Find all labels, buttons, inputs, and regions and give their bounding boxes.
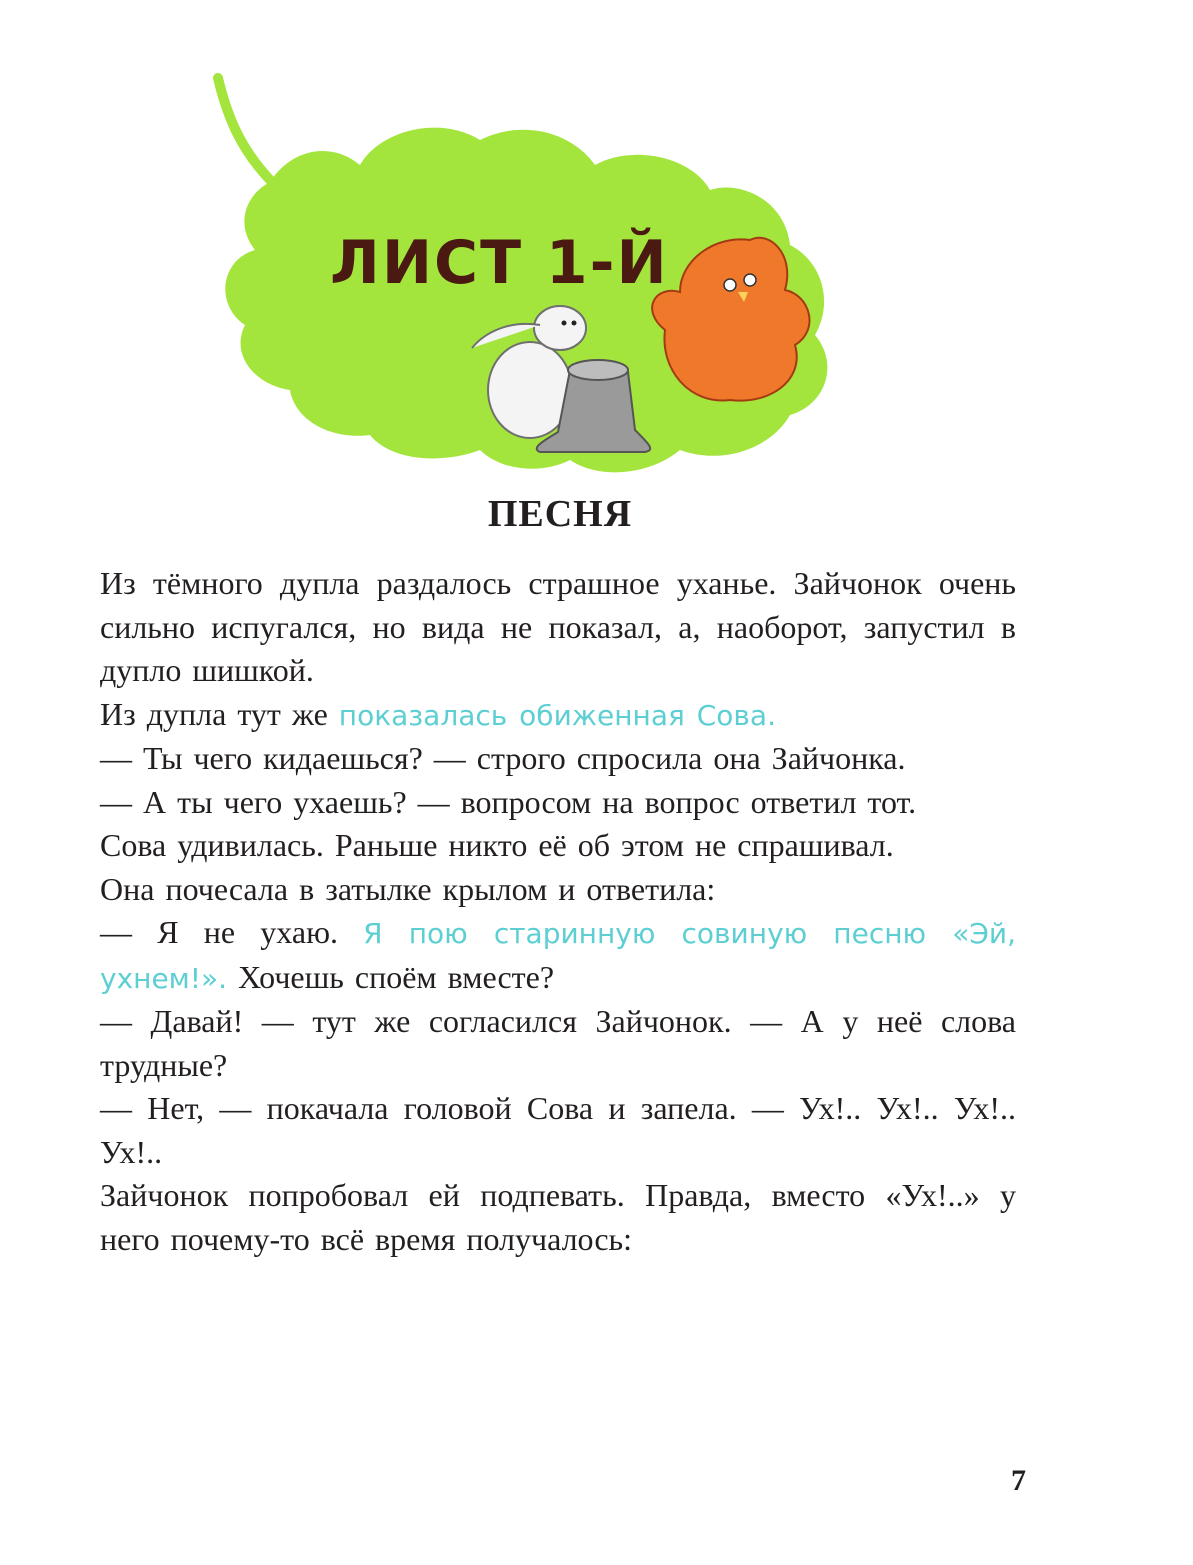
highlighted-phrase: Я пою старинную совиную песню «Эй, ухнем!».	[100, 917, 1016, 995]
paragraph	[100, 693, 1016, 738]
section-title: ПЕСНЯ	[487, 493, 633, 535]
paragraph: Она почесала в затылке крылом и ответила:	[100, 870, 716, 907]
paragraph-text: Хочешь споём вместе?	[238, 958, 555, 995]
story-text	[100, 562, 1016, 1261]
paragraph: — Давай! — тут же согласился Зайчонок. — А у неё слова трудные?	[100, 1003, 1016, 1083]
paragraph-text: — Я не ухаю.	[100, 914, 338, 950]
highlighted-phrase: показалась обиженная Сова.	[338, 698, 776, 732]
paragraph	[100, 911, 1016, 1000]
paragraph-text: Из дупла тут же	[100, 695, 328, 732]
page-number: 7	[1011, 1464, 1026, 1497]
paragraph: Из тёмного дупла раздалось страшное уханье. Зайчонок очень сильно испугался, но вида не показал, а, наоборот, запустил в дупло шишкой.	[100, 565, 1016, 688]
chapter-title: ЛИСТ 1-Й	[330, 228, 669, 298]
paragraph: Сова удивилась. Раньше никто её об этом не спрашивал.	[100, 827, 894, 863]
paragraph: — А ты чего ухаешь? — вопросом на вопрос ответил тот.	[100, 783, 917, 820]
chapter-header-illustration	[210, 70, 870, 490]
paragraph: Зайчонок попробовал ей подпевать. Правда, вместо «Ух!..» у него почему-то всё время получалось:	[100, 1177, 1016, 1257]
paragraph: — Нет, — покачала головой Сова и запела. — Ух!.. Ух!.. Ух!.. Ух!..	[100, 1090, 1016, 1170]
paragraph: — Ты чего кидаешься? — строго спросила она Зайчонка.	[100, 740, 906, 776]
